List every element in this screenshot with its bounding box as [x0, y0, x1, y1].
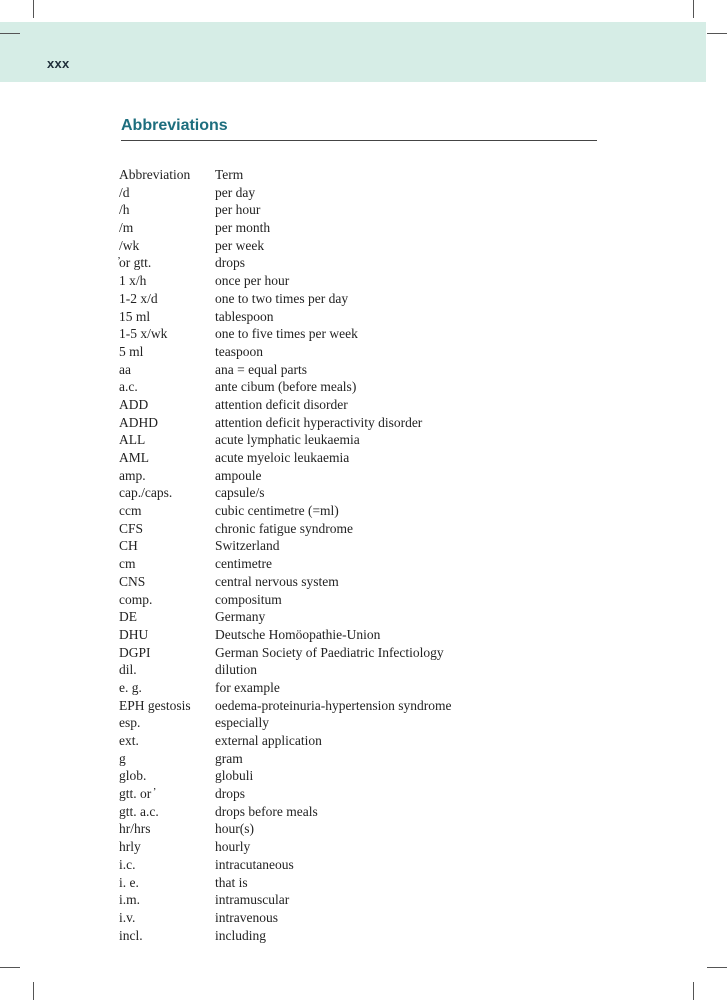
term-cell: that is: [215, 874, 248, 890]
table-row: [119, 856, 599, 874]
term-cell: dilution: [215, 662, 258, 678]
abbreviation-cell: i. e.: [119, 874, 139, 890]
table-row: [119, 732, 599, 750]
header-band: [0, 22, 706, 82]
table-row: [119, 343, 599, 361]
abbreviation-cell: cm: [119, 556, 136, 572]
term-cell: Deutsche Homöopathie-Union: [215, 626, 381, 642]
abbreviation-cell: comp.: [119, 591, 153, 607]
abbreviation-cell: gtt. a.c.: [119, 803, 159, 819]
table-row: [119, 661, 599, 679]
abbreviation-cell: i.c.: [119, 856, 136, 872]
table-row: [119, 361, 599, 379]
abbreviation-cell: EPH gestosis: [119, 697, 191, 713]
term-cell: ante cibum (before meals): [215, 379, 357, 395]
table-row: [119, 927, 599, 945]
abbreviation-cell: CFS: [119, 520, 144, 536]
abbreviation-cell: 15 ml: [119, 308, 151, 324]
table-row: [119, 714, 599, 732]
table-row: [119, 431, 599, 449]
term-cell: German Society of Paediatric Infectiology: [215, 644, 444, 660]
abbreviation-cell: DHU: [119, 626, 149, 642]
crop-mark: [707, 33, 727, 34]
abbreviation-cell: CNS: [119, 573, 146, 589]
table-row: [119, 308, 599, 326]
abbreviation-cell: CH: [119, 538, 138, 554]
term-cell: capsule/s: [215, 485, 265, 501]
table-row: [119, 785, 599, 803]
abbreviation-cell: i.v.: [119, 909, 136, 925]
term-cell: acute lymphatic leukaemia: [215, 432, 360, 448]
abbreviation-cell: 1-2 x/d: [119, 290, 158, 306]
term-cell: one to five times per week: [215, 326, 358, 342]
section-title: Abbreviations: [121, 117, 228, 134]
table-row: [119, 838, 599, 856]
table-row: [119, 219, 599, 237]
term-cell: intracutaneous: [215, 856, 294, 872]
abbreviation-cell: aa: [119, 361, 131, 377]
table-row: [119, 750, 599, 768]
abbreviation-cell: g: [119, 750, 126, 766]
column-header-abbreviation: Abbreviation: [119, 167, 191, 182]
table-row: [119, 803, 599, 821]
abbreviation-cell: a.c.: [119, 379, 138, 395]
table-row: [119, 555, 599, 573]
term-cell: centimetre: [215, 556, 272, 572]
table-row: [119, 697, 599, 715]
abbreviation-cell: dil.: [119, 662, 137, 678]
table-row: [119, 573, 599, 591]
table-row: [119, 449, 599, 467]
term-cell: oedema-proteinuria-hypertension syndrome: [215, 697, 452, 713]
page-number: xxx: [47, 56, 70, 71]
abbreviation-cell: ALL: [119, 432, 146, 448]
table-row: [119, 378, 599, 396]
abbreviations-table: [119, 166, 599, 944]
table-row: [119, 626, 599, 644]
abbreviation-cell: cap./caps.: [119, 485, 173, 501]
crop-mark: [707, 967, 727, 968]
term-cell: one to two times per day: [215, 290, 349, 306]
crop-mark: [693, 0, 694, 18]
abbreviation-cell: hr/hrs: [119, 821, 151, 837]
abbreviation-cell: /h: [119, 202, 130, 218]
table-row: [119, 767, 599, 785]
table-row: [119, 201, 599, 219]
table-row: [119, 909, 599, 927]
abbreviation-cell: DE: [119, 609, 137, 625]
abbreviation-cell: AML: [119, 450, 149, 465]
column-header-term: Term: [215, 167, 244, 182]
term-cell: tablespoon: [215, 308, 274, 324]
table-row: [119, 679, 599, 697]
abbreviation-cell: incl.: [119, 927, 143, 943]
abbreviation-cell: ccm: [119, 503, 142, 519]
term-cell: intramuscular: [215, 892, 290, 908]
abbreviation-cell: gtt. or ̓: [119, 786, 155, 802]
term-cell: hourly: [215, 839, 251, 855]
term-cell: including: [215, 927, 266, 943]
abbreviation-cell: ADHD: [119, 414, 158, 430]
term-cell: central nervous system: [215, 573, 339, 589]
abbreviation-cell: esp.: [119, 715, 141, 731]
term-cell: external application: [215, 733, 322, 748]
table-row: [119, 290, 599, 308]
term-cell: teaspoon: [215, 343, 263, 359]
table-row: [119, 591, 599, 609]
term-cell: cubic centimetre (=ml): [215, 503, 339, 519]
table-row: [119, 874, 599, 892]
term-cell: per week: [215, 237, 265, 253]
term-cell: for example: [215, 679, 280, 695]
abbreviation-cell: /wk: [119, 237, 140, 253]
table-row: [119, 537, 599, 555]
crop-mark: [33, 0, 34, 18]
term-cell: acute myeloic leukaemia: [215, 450, 350, 465]
term-cell: attention deficit disorder: [215, 396, 348, 412]
table-row: [119, 396, 599, 414]
term-cell: globuli: [215, 768, 254, 784]
abbreviation-cell: 1-5 x/wk: [119, 326, 168, 342]
table-row: [119, 820, 599, 838]
term-cell: ampoule: [215, 467, 262, 483]
term-cell: ana = equal parts: [215, 361, 307, 377]
term-cell: Germany: [215, 609, 266, 625]
abbreviation-cell: 1 x/h: [119, 273, 147, 289]
term-cell: especially: [215, 715, 269, 731]
term-cell: intravenous: [215, 909, 278, 925]
term-cell: hour(s): [215, 821, 254, 837]
abbreviation-cell: ̓or gtt.: [119, 255, 152, 271]
abbreviation-cell: glob.: [119, 768, 147, 784]
crop-mark: [0, 33, 20, 34]
term-cell: per month: [215, 220, 271, 236]
term-cell: per day: [215, 184, 256, 200]
table-row: [119, 644, 599, 662]
term-cell: attention deficit hyperactivity disorder: [215, 414, 423, 430]
abbreviation-cell: i.m.: [119, 892, 141, 908]
table-row: [119, 502, 599, 520]
abbreviation-cell: hrly: [119, 839, 141, 855]
table-body: [119, 184, 599, 945]
abbreviation-cell: amp.: [119, 467, 146, 483]
table-row: [119, 891, 599, 909]
table-row: [119, 254, 599, 272]
term-cell: chronic fatigue syndrome: [215, 520, 353, 536]
crop-mark: [693, 982, 694, 1000]
term-cell: Switzerland: [215, 538, 280, 554]
table-row: [119, 184, 599, 202]
term-cell: drops: [215, 786, 245, 802]
term-cell: compositum: [215, 591, 282, 607]
abbreviation-cell: 5 ml: [119, 343, 144, 359]
table-row: [119, 325, 599, 343]
abbreviation-cell: e. g.: [119, 679, 142, 695]
term-cell: once per hour: [215, 273, 290, 289]
abbreviation-cell: ext.: [119, 733, 139, 748]
term-cell: drops before meals: [215, 803, 318, 819]
term-cell: gram: [215, 750, 243, 766]
table-row: [119, 608, 599, 626]
table-row: [119, 237, 599, 255]
abbreviation-cell: /m: [119, 220, 134, 236]
abbreviation-cell: DGPI: [119, 644, 151, 660]
crop-mark: [33, 982, 34, 1000]
abbreviation-cell: ADD: [119, 396, 149, 412]
table-row: [119, 414, 599, 432]
table-row: [119, 520, 599, 538]
term-cell: drops: [215, 255, 245, 271]
table-header-row: [119, 166, 599, 184]
table-row: [119, 484, 599, 502]
abbreviation-cell: /d: [119, 184, 130, 200]
table-row: [119, 467, 599, 485]
title-divider: [121, 140, 597, 141]
table-row: [119, 272, 599, 290]
crop-mark: [0, 967, 20, 968]
term-cell: per hour: [215, 202, 261, 218]
